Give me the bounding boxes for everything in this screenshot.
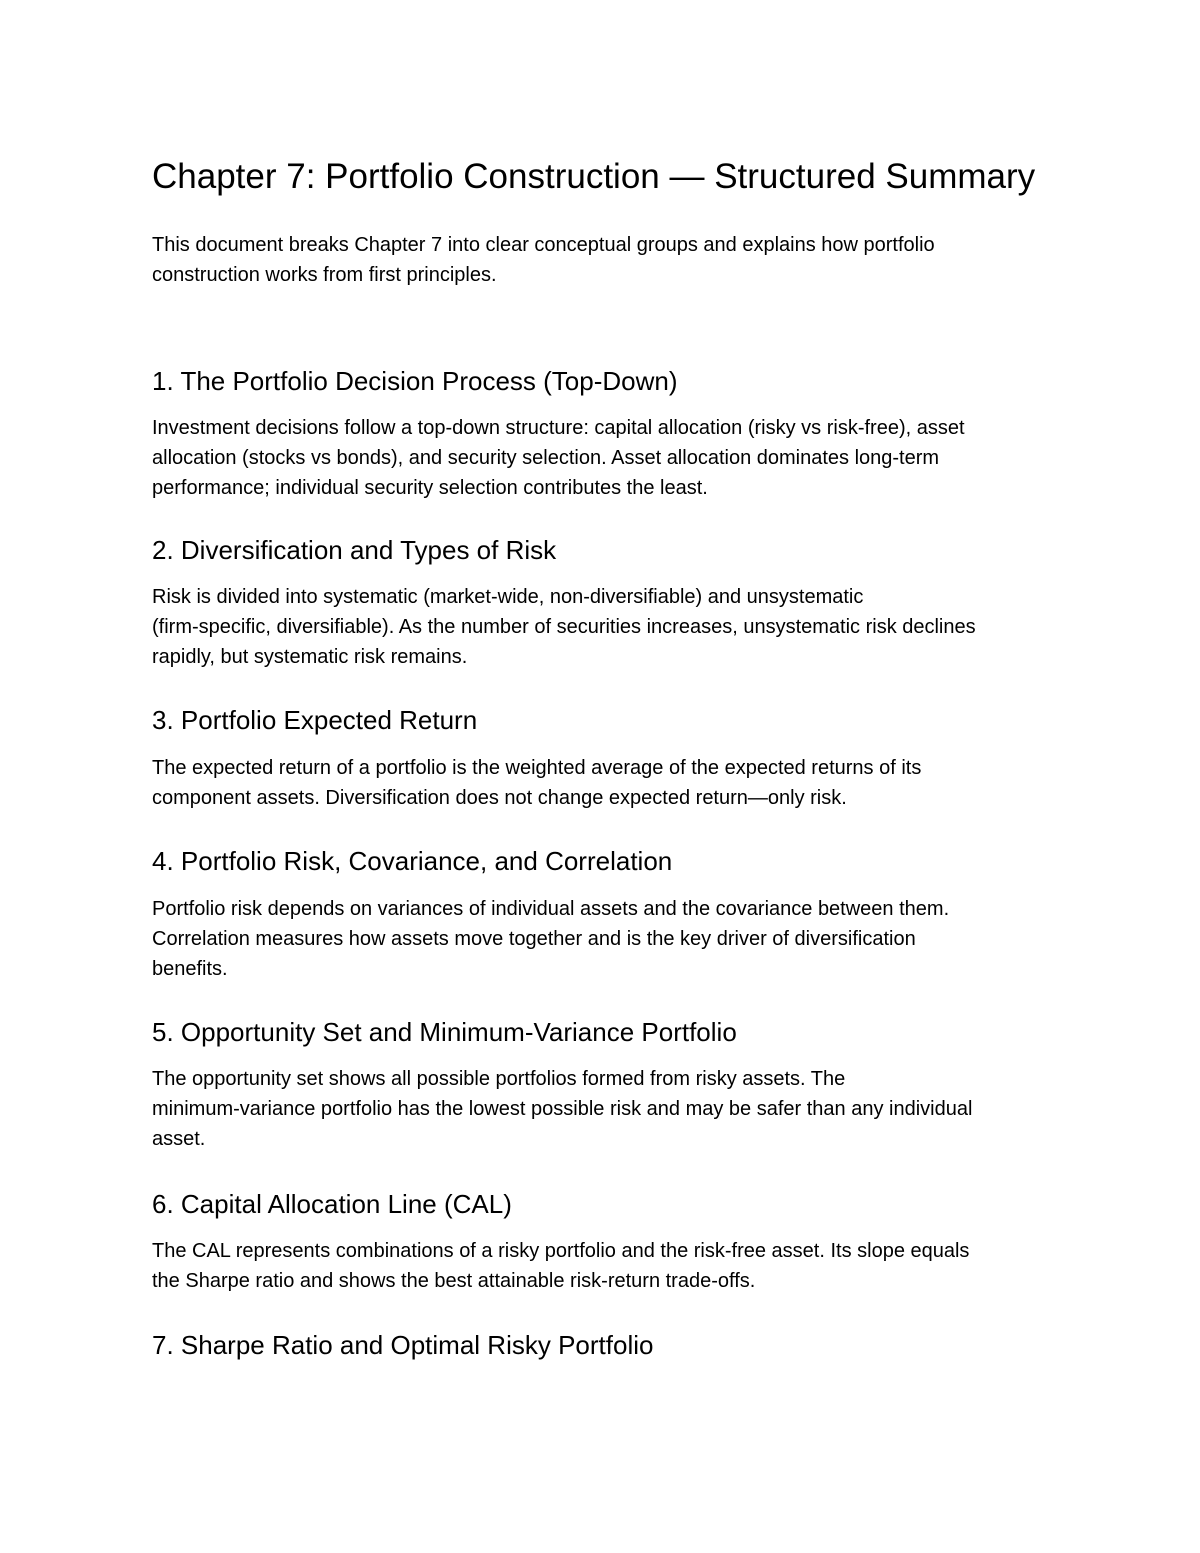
intro-line: construction works from first principles. [152,264,497,286]
section-body-diversification [152,582,1052,672]
section-body-portfolio-risk [152,894,1052,984]
body-line: minimum-variance portfolio has the lowest possible risk and may be safer than any individual [152,1098,973,1120]
section-body-cal [152,1236,1052,1296]
body-line: Correlation measures how assets move together and is the key driver of diversification [152,928,916,950]
section-body-expected-return [152,753,1052,813]
body-line: benefits. [152,958,228,980]
body-line: The expected return of a portfolio is the weighted average of the expected returns of its [152,757,922,779]
section-body-decision-process [152,413,1052,503]
body-line: Portfolio risk depends on variances of individual assets and the covariance between them. [152,898,950,920]
body-line: rapidly, but systematic risk remains. [152,646,468,668]
section-heading-sharpe-ratio: 7. Sharpe Ratio and Optimal Risky Portfolio [152,1330,654,1360]
intro-line: This document breaks Chapter 7 into clear conceptual groups and explains how portfolio [152,234,935,256]
body-line: (firm-specific, diversifiable). As the number of securities increases, unsystematic risk declines [152,616,976,638]
body-line: Investment decisions follow a top-down structure: capital allocation (risky vs risk-free), asset [152,417,965,439]
body-line: the Sharpe ratio and shows the best attainable risk-return trade-offs. [152,1270,756,1292]
body-line: allocation (stocks vs bonds), and security selection. Asset allocation dominates long-term [152,447,940,469]
document-title: Chapter 7: Portfolio Construction — Structured Summary [152,157,1036,196]
body-line: The CAL represents combinations of a risky portfolio and the risk-free asset. Its slope equals [152,1240,970,1262]
section-heading-decision-process: 1. The Portfolio Decision Process (Top-Down) [152,366,678,396]
body-line: Risk is divided into systematic (market-wide, non-diversifiable) and unsystematic [152,586,864,608]
body-line: component assets. Diversification does not change expected return—only risk. [152,787,847,809]
body-line: asset. [152,1128,206,1150]
section-heading-cal: 6. Capital Allocation Line (CAL) [152,1189,512,1219]
section-heading-opportunity-set: 5. Opportunity Set and Minimum-Variance Portfolio [152,1017,737,1047]
body-line: performance; individual security selection contributes the least. [152,477,708,499]
section-heading-diversification: 2. Diversification and Types of Risk [152,535,557,565]
section-heading-portfolio-risk: 4. Portfolio Risk, Covariance, and Correlation [152,846,673,876]
section-heading-expected-return: 3. Portfolio Expected Return [152,705,478,735]
document-intro [152,230,1032,290]
body-line: The opportunity set shows all possible portfolios formed from risky assets. The [152,1068,846,1090]
section-body-opportunity-set [152,1064,1052,1154]
